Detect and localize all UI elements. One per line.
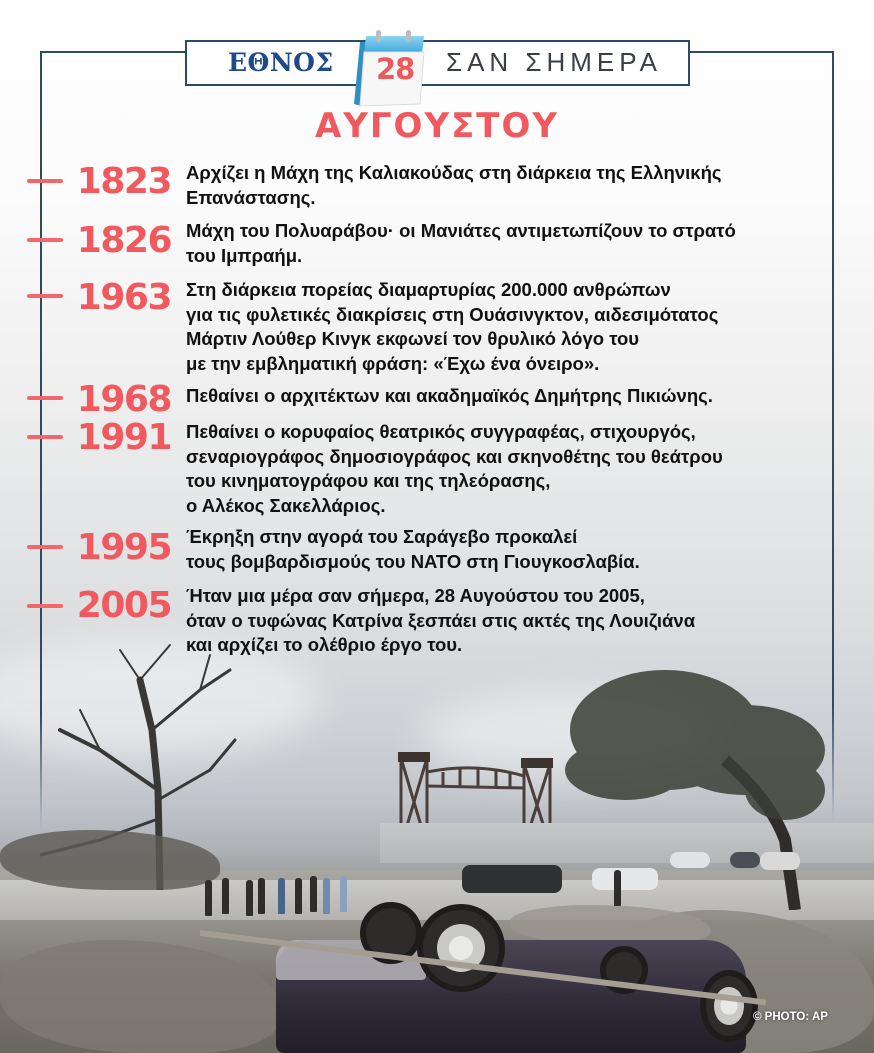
brand-logo: ΕΘΝΟΣ	[228, 48, 334, 77]
timeline-tick	[27, 179, 63, 183]
person	[310, 876, 317, 912]
parked-car	[670, 852, 710, 868]
timeline-tick	[27, 604, 63, 608]
parked-car	[760, 852, 800, 870]
person	[246, 880, 253, 916]
car-wheel	[700, 970, 758, 1042]
event-year: 1963	[76, 277, 171, 318]
event-year: 2005	[76, 585, 171, 626]
timeline-tick	[27, 435, 63, 439]
timeline-tick	[27, 545, 63, 549]
timeline-tick	[27, 294, 63, 298]
timeline-tick	[27, 396, 63, 400]
person	[278, 878, 285, 914]
car-wheel	[417, 904, 505, 992]
person	[205, 880, 212, 916]
person	[614, 870, 621, 906]
parked-car	[730, 852, 760, 868]
calendar-day: 28	[376, 52, 415, 86]
header-subtitle: ΣΑΝ ΣΗΜΕΡΑ	[446, 47, 663, 77]
event-description: Πεθαίνει ο αρχιτέκτων και ακαδημαϊκός Δημήτρης Πικιώνης.	[186, 385, 713, 406]
event-year: 1995	[76, 527, 171, 568]
event-description: Αρχίζει η Μάχη της Καλιακούδας στη διάρκεια της Ελληνικής Επανάστασης.	[186, 162, 722, 208]
pickup-truck	[462, 865, 562, 893]
person	[222, 878, 229, 914]
event-year: 1826	[76, 220, 171, 261]
person	[295, 878, 302, 914]
event-year: 1991	[76, 417, 171, 458]
frame-right-border	[832, 51, 834, 821]
timeline-axis	[40, 51, 42, 831]
timeline-tick	[27, 238, 63, 242]
person	[258, 878, 265, 914]
hurricane-katrina-photo	[0, 640, 874, 1053]
frame-top-border	[688, 51, 834, 53]
frame-top-border	[40, 51, 186, 53]
white-car	[592, 868, 658, 890]
month-title: ΑΥΓΟΥΣΤΟΥ	[314, 106, 560, 146]
person	[323, 878, 330, 914]
event-description: Ήταν μια μέρα σαν σήμερα, 28 Αυγούστου του 2005, όταν ο τυφώνας Κατρίνα ξεσπάει στις ακτές της Λουιζιάνα και αρχίζει το ολέθριο έργο του.	[186, 585, 696, 655]
person	[340, 876, 347, 912]
event-description: Μάχη του Πολυαράβου· οι Μανιάτες αντιμετωπίζουν το στρατό του Ιμπραήμ.	[186, 220, 736, 266]
event-description: Πεθαίνει ο κορυφαίος θεατρικός συγγραφέας, στιχουργός, σεναριογράφος δημοσιογράφος και σκηνοθέτης του θεάτρου του κινηματογράφου και της τηλεόρασης, ο Αλέκος Σακελλάριος.	[186, 421, 723, 516]
event-description: Στη διάρκεια πορείας διαμαρτυρίας 200.000 ανθρώπων για τις φυλετικές διακρίσεις στη Ουάσινγκτον, αιδεσιμότατος Μάρτιν Λούθερ Κινγκ εκφωνεί τον θρυλικό λόγο του με την εμβληματική φράση: «Έχω ένα όνειρο».	[186, 279, 719, 374]
event-year: 1968	[76, 379, 171, 420]
event-year: 1823	[76, 161, 171, 202]
event-description: Έκρηξη στην αγορά του Σαράγεβο προκαλεί τους βομβαρδισμούς του ΝΑΤΟ στη Γιουγκοσλαβία.	[186, 526, 640, 572]
photo-credit: © PHOTO: AP	[753, 1011, 828, 1023]
